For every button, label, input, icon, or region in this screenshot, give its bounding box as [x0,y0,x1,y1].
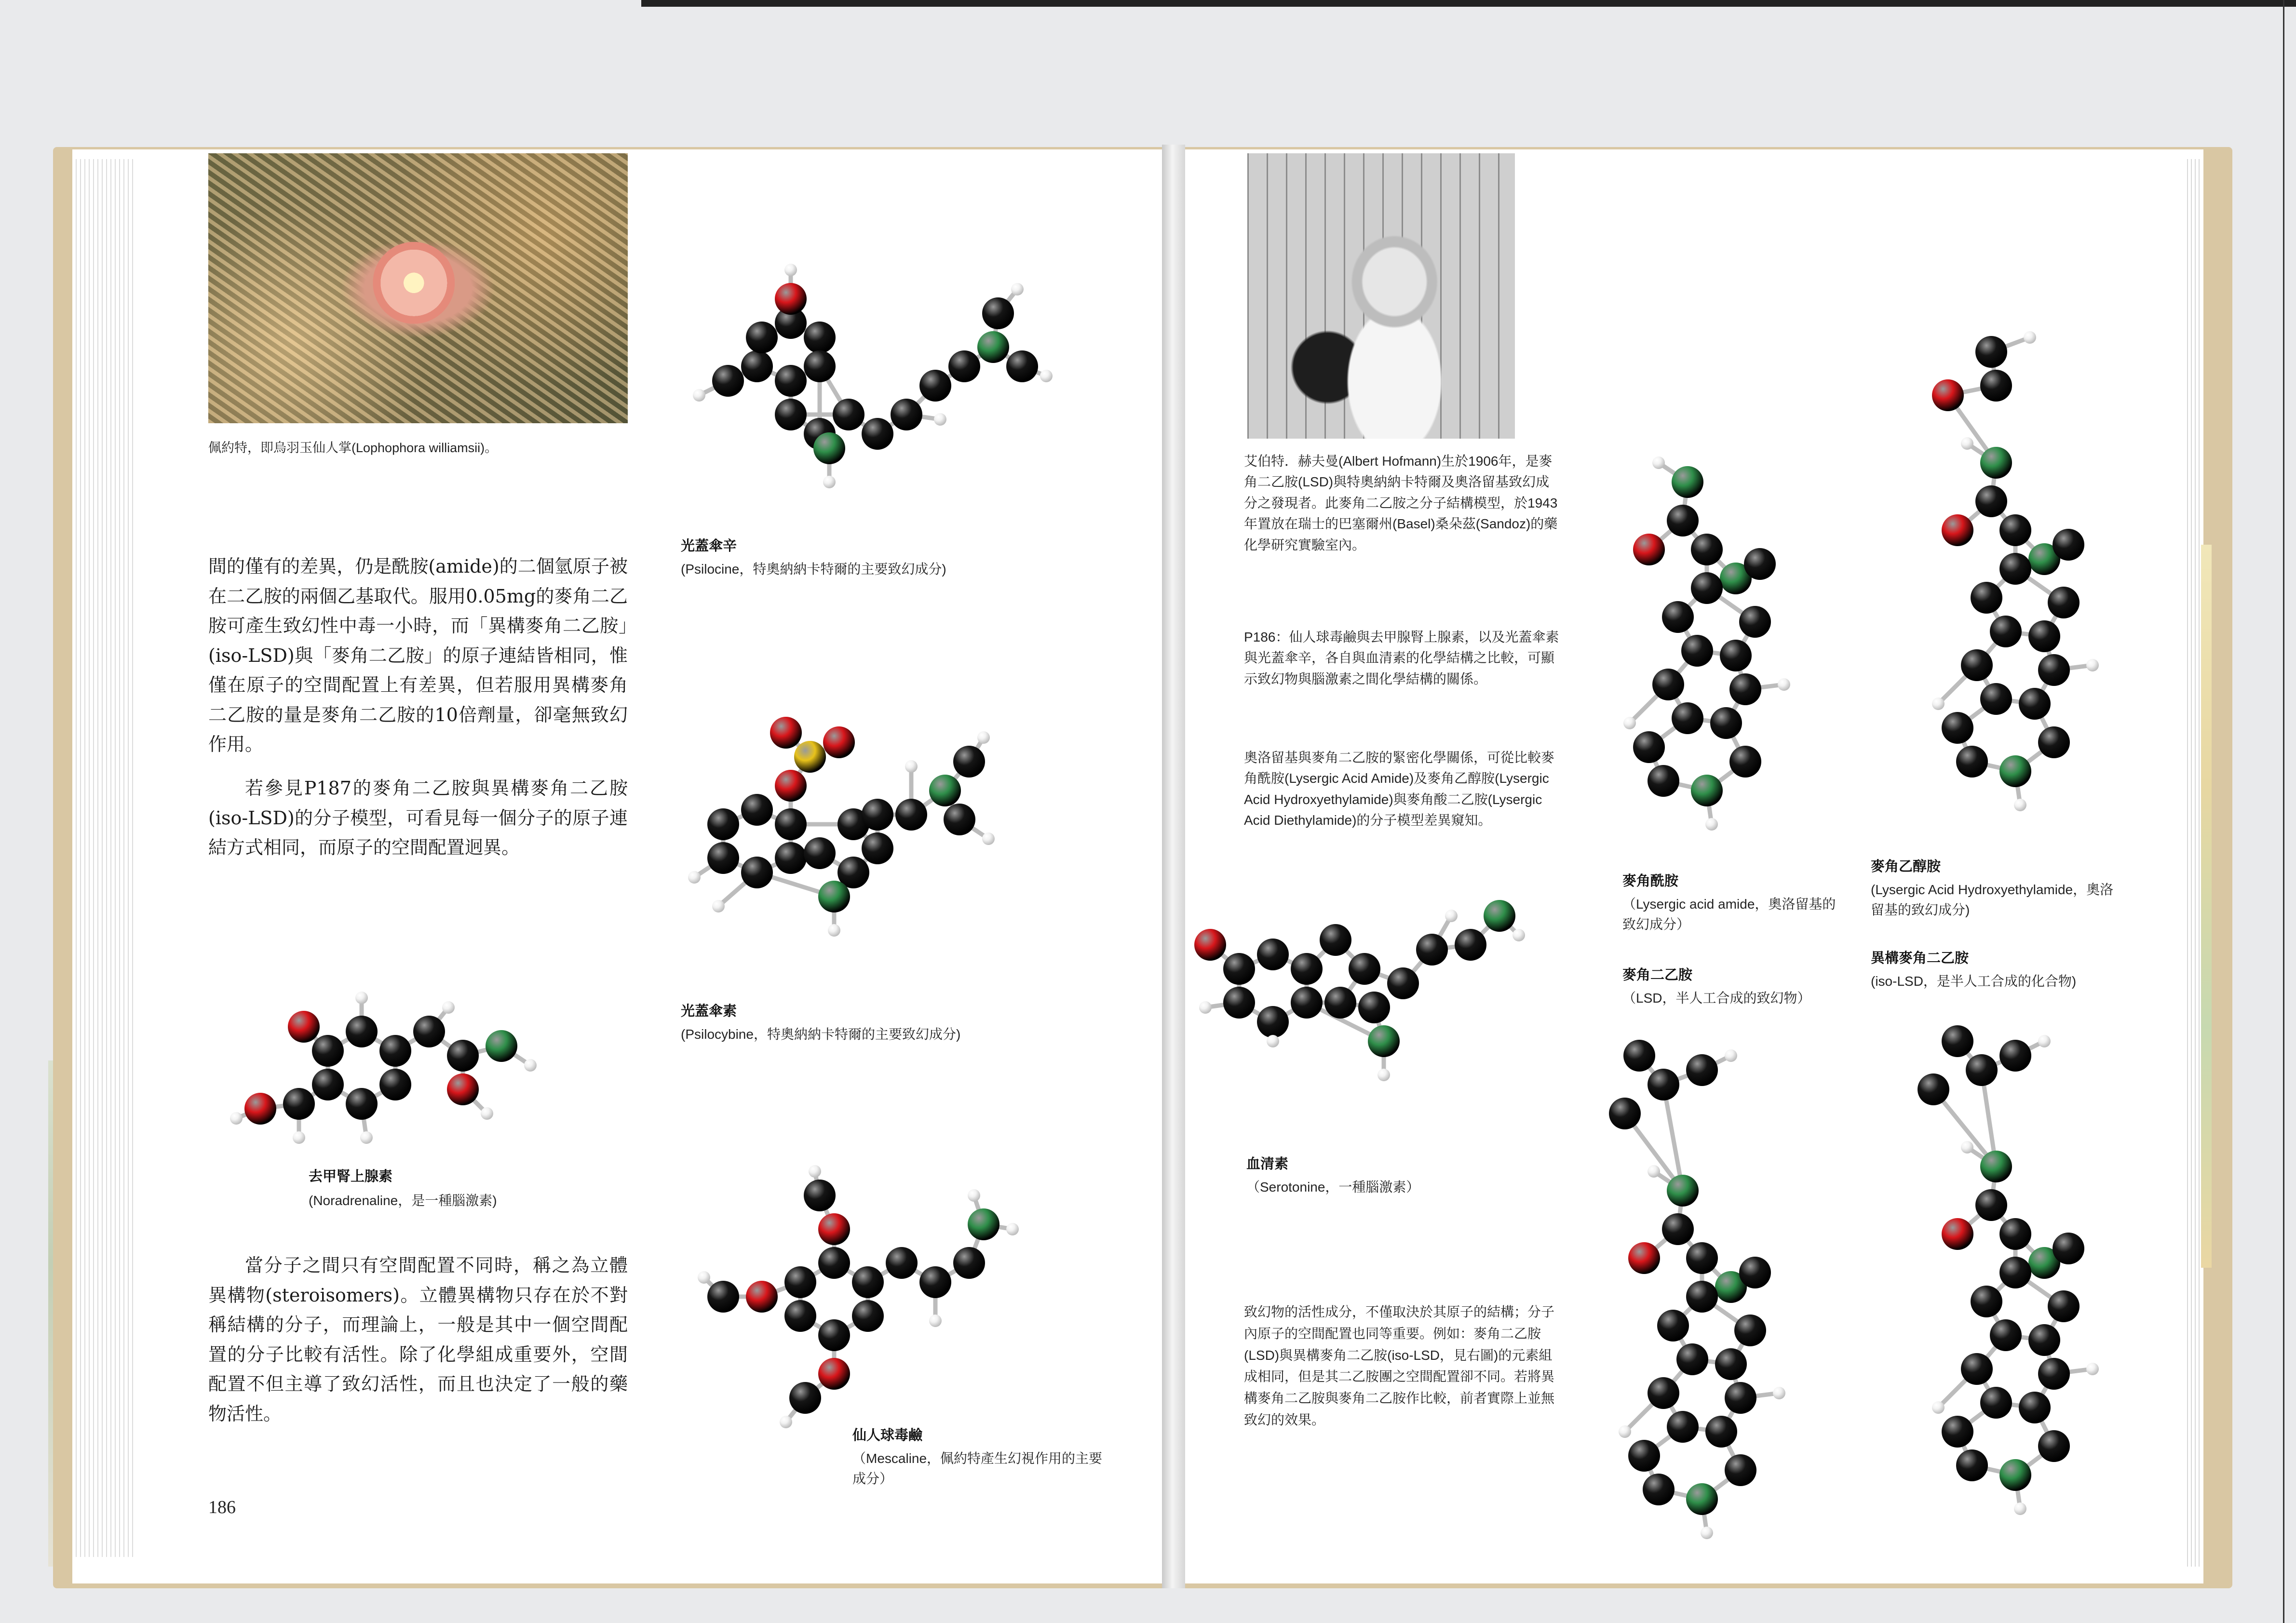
carbon-atom [1628,1440,1660,1472]
hydrogen-atom [698,1271,710,1284]
carbon-atom [1633,731,1665,763]
carbon-atom [283,1088,315,1120]
carbon-atom [886,1247,918,1279]
lysergic-hydroxy-model [1871,309,2179,853]
carbon-atom [1956,746,1988,778]
carbon-atom [1942,712,1973,744]
psilocybine-title: 光蓋傘素 [681,1004,737,1019]
carbon-atom [1999,1257,2031,1288]
portrait-caption: 艾伯特．赫夫曼(Albert Hofmann)生於1906年，是麥角二乙胺(LSD)與特奧納納卡特爾及奧洛留基致幻成分之發現者。此麥角二乙胺之分子結構模型，於1943年置放在瑞士的巴塞爾州(Basel)桑朵茲(Sandoz)的藥化學研究實驗室內。 [1244,454,1558,552]
oxygen-atom [818,1213,850,1245]
carbon-atom [775,365,807,397]
carbon-atom [1744,548,1776,580]
carbon-atom [1223,987,1255,1019]
carbon-atom [1739,606,1771,638]
hydrogen-atom [355,992,368,1004]
carbon-atom [1990,616,2022,647]
carbon-atom [346,1088,378,1120]
carbon-atom [2053,529,2084,561]
lysergic-amide-model [1591,424,1880,858]
hydrogen-atom [1778,678,1790,691]
carbon-atom [379,1035,411,1067]
nitrogen-atom [1667,1175,1699,1207]
psilocine-model [670,222,1128,530]
carbon-atom [1324,987,1356,1019]
oxygen-atom [770,717,802,749]
hydrogen-atom [934,413,946,426]
carbon-atom [1672,702,1703,734]
nitrogen-atom [486,1030,517,1062]
hydrogen-atom [828,924,840,937]
nitrogen-atom [1999,755,2031,787]
nitrogen-atom [1672,466,1703,498]
nitrogen-atom [1484,900,1515,932]
iso-lsd-model [1861,1012,2189,1547]
hydrogen-atom [2086,1363,2099,1375]
carbon-atom [1648,765,1679,797]
carbon-atom [789,1382,821,1414]
carbon-atom [1715,1348,1747,1380]
carbon-atom [746,322,778,353]
carbon-atom [1705,1416,1737,1448]
noradrenaline-title: 去甲腎上腺素 [309,1169,393,1184]
carbon-atom [1990,1319,2022,1351]
albert-hofmann-photo [1247,153,1515,439]
carbon-atom [1691,572,1723,604]
carbon-atom [852,1266,884,1298]
lsd-desc: （LSD，半人工合成的致幻物） [1622,991,1811,1006]
carbon-atom [1975,1189,2007,1221]
lsd-title: 麥角二乙胺 [1622,967,1693,983]
serotonine-desc: （Serotonine，一種腦激素） [1246,1180,1420,1194]
psilocybine-desc: (Psilocybine，特奧納納卡特爾的主要致幻成分) [681,1027,961,1042]
hydrogen-atom [1040,370,1053,382]
hydrogen-atom [1445,910,1458,922]
carbon-atom [1999,553,2031,585]
nitrogen-atom [813,432,845,464]
oxygen-atom [1932,379,1964,411]
nitrogen-atom [1368,1025,1400,1057]
carbon-atom [2028,620,2060,652]
nitrogen-atom [1980,1151,2012,1182]
hydrogen-atom [688,871,701,884]
carbon-atom [2048,587,2080,618]
hydrogen-atom [2014,799,2026,811]
lysergic-hydroxy-title: 麥角乙醇胺 [1871,859,1941,874]
noradrenaline-desc: (Noradrenaline，是一種腦激素) [309,1193,497,1208]
carbon-atom [804,322,836,353]
lysergic-hydroxy-desc: (Lysergic Acid Hydroxyethylamide，奧洛留基的致幻成分) [1871,882,2114,917]
carbon-atom [919,370,951,402]
hydrogen-atom [977,731,990,744]
nitrogen-atom [1999,1459,2031,1491]
oxygen-atom [288,1011,320,1043]
hydrogen-atom [2024,331,2036,344]
carbon-atom [741,350,773,382]
left-page-edges [72,159,135,1557]
carbon-atom [312,1035,344,1067]
hydrogen-atom [1961,437,1973,450]
hydrogen-atom [1932,1401,1945,1414]
carbon-atom [1710,707,1742,739]
carbon-atom [1652,669,1684,700]
carbon-atom [1643,1474,1675,1505]
carbon-atom [804,837,836,869]
note-p186: P186：仙人球毒鹼與去甲腺腎上腺素，以及光蓋傘素與光蓋傘辛，各自與血清素的化學結構之比較，可顯示致幻物與腦激素之間化學結構的關係。 [1244,630,1559,686]
carbon-atom [1686,1242,1718,1274]
carbon-atom [1291,987,1323,1019]
carbon-atom [775,808,807,840]
hydrogen-atom [1961,1141,1973,1154]
carbon-atom [982,297,1014,329]
carbon-atom [1676,1343,1708,1375]
hydrogen-atom [1773,1387,1785,1399]
book-gutter [1162,145,1185,1588]
hydrogen-atom [712,900,725,912]
mescaline-model [675,1104,1109,1470]
carbon-atom [2038,1430,2070,1462]
hydrogen-atom [2014,1502,2026,1515]
carbon-atom [1667,505,1699,537]
hydrogen-atom [1701,1527,1713,1539]
nitrogen-atom [968,1208,999,1240]
noradrenaline-model [193,906,636,1162]
carbon-atom [1387,967,1419,999]
oxygen-atom [818,1358,850,1390]
carbon-atom [1609,1098,1641,1129]
carbon-atom [1961,1353,1993,1385]
nitrogen-atom [929,775,961,806]
carbon-atom [1648,1069,1679,1100]
carbon-atom [707,842,739,874]
carbon-atom [784,1300,816,1332]
carbon-atom [2048,1290,2080,1322]
hydrogen-atom [481,1107,493,1120]
hydrogen-atom [1011,283,1024,295]
hydrogen-atom [809,1165,821,1178]
carbon-atom [1971,1286,2002,1317]
photo-caption: 佩約特，即烏羽玉仙人掌(Lophophora williamsii)。 [208,441,498,455]
carbon-atom [2038,726,2070,758]
carbon-atom [804,350,836,382]
iso-lsd-desc: (iso-LSD，是半人工合成的化合物) [1871,974,2077,989]
carbon-atom [1942,1025,1973,1057]
oxygen-atom [1942,514,1973,546]
carbon-atom [1725,1382,1756,1414]
carbon-atom [1623,1040,1655,1072]
hydrogen-atom [1725,1049,1737,1062]
carbon-atom [2019,688,2051,720]
hydrogen-atom [1513,929,1525,941]
carbon-atom [804,1180,836,1211]
carbon-atom [775,399,807,430]
nitrogen-atom [977,331,1009,363]
carbon-atom [891,399,922,430]
carbon-atom [1980,1387,2012,1419]
nitrogen-atom [1980,447,2012,479]
oxygen-atom [775,770,807,802]
hydrogen-atom [1619,1425,1631,1438]
hydrogen-atom [929,1314,942,1327]
carbon-atom [1657,1310,1689,1341]
carbon-atom [1739,1257,1771,1288]
hydrogen-atom [2086,659,2099,671]
carbon-atom [1720,640,1752,671]
page-number: 186 [208,1497,236,1517]
scanner-edge [641,0,2296,7]
serotonine-model [1181,887,1615,1138]
oxygen-atom [823,726,855,758]
carbon-atom [741,857,773,888]
lsd-model [1567,1027,1876,1547]
carbon-atom [2019,1392,2051,1423]
carbon-atom [1966,1054,1998,1086]
iso-lsd-title: 異構麥角二乙胺 [1871,951,1969,966]
carbon-atom [379,1069,411,1100]
carbon-atom [953,1247,985,1279]
psilocine-title: 光蓋傘辛 [681,538,737,554]
carbon-atom [1725,1454,1756,1486]
mescaline-title: 仙人球毒鹼 [852,1428,923,1443]
carbon-atom [862,799,893,831]
nitrogen-atom [1686,1483,1718,1515]
carbon-atom [1686,1281,1718,1313]
carbon-atom [447,1040,479,1072]
carbon-atom [1729,673,1761,705]
hydrogen-atom [293,1131,305,1144]
scanner-edge-right [2283,0,2284,1623]
carbon-atom [1691,534,1723,565]
hydrogen-atom [524,1059,537,1072]
hydrogen-atom [1378,1069,1390,1081]
hydrogen-atom [823,476,836,488]
carbon-atom [784,1266,816,1298]
carbon-atom [1349,953,1380,985]
carbon-atom [1999,1218,2031,1250]
carbon-atom [413,1016,445,1047]
carbon-atom [1956,1449,1988,1481]
hydrogen-atom [784,264,797,276]
carbon-atom [1729,746,1761,778]
carbon-atom [1358,992,1390,1023]
nitrogen-atom [818,881,850,912]
carbon-atom [2028,1324,2060,1356]
psilocine-desc: (Psilocine，特奧納納卡特爾的主要致幻成分) [681,562,946,577]
carbon-atom [852,1300,884,1332]
carbon-atom [944,804,975,835]
hydrogen-atom [1006,1223,1019,1235]
carbon-atom [1980,683,2012,715]
hydrogen-atom [780,1416,792,1428]
bookmark-strip [2201,545,2212,1268]
phosphorus-atom [794,741,826,773]
carbon-atom [1648,1377,1679,1409]
hydrogen-atom [1623,717,1636,729]
carbon-atom [346,1016,378,1047]
carbon-atom [712,365,744,397]
hydrogen-atom [968,1189,980,1202]
carbon-atom [818,1319,850,1351]
oxygen-atom [1942,1218,1973,1250]
hydrogen-atom [1705,818,1718,831]
psilocybine-model [651,622,1123,988]
oxygen-atom [1633,534,1665,565]
hydrogen-atom [693,389,705,402]
carbon-atom [1662,601,1694,633]
oxygen-atom [1194,929,1226,961]
hydrogen-atom [982,832,995,845]
carbon-atom [1257,1006,1289,1038]
carbon-atom [862,418,893,450]
carbon-atom [312,1069,344,1100]
oxygen-atom [244,1093,276,1125]
carbon-atom [818,1247,850,1279]
carbon-atom [1686,1054,1718,1086]
carbon-atom [1223,953,1255,985]
oxygen-atom [775,283,807,315]
lysergic-amide-desc: （Lysergic acid amide，奧洛留基的致幻成分） [1622,897,1836,932]
hydrogen-atom [1267,1035,1279,1047]
hydrogen-atom [1652,456,1665,469]
carbon-atom [1006,350,1038,382]
carbon-atom [1257,939,1289,970]
carbon-atom [2053,1233,2084,1264]
oxygen-atom [447,1073,479,1105]
carbon-atom [1291,953,1323,985]
hydrogen-atom [1932,697,1945,710]
carbon-atom [741,794,773,826]
carbon-atom [1662,1213,1694,1245]
carbon-atom [1975,336,2007,368]
carbon-atom [1681,635,1713,667]
carbon-atom [707,808,739,840]
hydrogen-atom [905,760,918,773]
carbon-atom [1961,649,1993,681]
hydrogen-atom [360,1131,373,1144]
carbon-atom [1320,924,1351,956]
carbon-atom [895,799,927,831]
carbon-atom [1999,1040,2031,1072]
carbon-atom [953,746,985,778]
carbon-atom [707,1281,739,1313]
body-paragraph-3: 當分子之間只有空間配置不同時，稱之為立體異構物(steroisomers)。立體異構物只存在於不對稱結構的分子，而理論上，一般是其中一個空間配置的分子比較有活性。除了化學組成重要外，空間配置不但主導了致幻活性，而且也決定了一般的藥物活性。 [208,1255,628,1424]
hydrogen-atom [1199,1001,1212,1014]
carbon-atom [1999,514,2031,546]
nitrogen-atom [1691,775,1723,806]
carbon-atom [1980,370,2012,402]
hydrogen-atom [230,1112,243,1125]
note-lysergic: 奧洛留基與麥角二乙胺的緊密化學關係，可從比較麥角酰胺(Lysergic Acid Amide)及麥角乙醇胺(Lysergic Acid Hydroxyethylamide)與麥角酸二乙胺(Lysergic Acid Diethylamide)的分子模型差異窺知。 [1244,750,1555,828]
oxygen-atom [1628,1242,1660,1274]
carbon-atom [1975,485,2007,517]
hydrogen-atom [2038,1035,2051,1047]
carbon-atom [1971,582,2002,614]
carbon-atom [948,350,980,382]
carbon-atom [1667,1411,1699,1443]
carbon-atom [1918,1073,1949,1105]
oxygen-atom [746,1281,778,1313]
carbon-atom [1942,1416,1973,1448]
carbon-atom [833,399,864,430]
mescaline-desc: （Mescaline，佩約特產生幻視作用的主要成分） [852,1451,1103,1486]
carbon-atom [1416,934,1448,966]
bottom-text: 致幻物的活性成分，不僅取決於其原子的結構；分子內原子的空間配置也同等重要。例如：麥角二乙胺(LSD)與異構麥角二乙胺(iso-LSD，見右圖)的元素組成相同，但是其二乙胺團之空間配置卻不同。若將異構麥角二乙胺與麥角二乙胺作比較，前者實際上並無致幻的效果。 [1244,1304,1555,1427]
carbon-atom [775,842,807,874]
carbon-atom [919,1266,951,1298]
body-paragraph-1: 間的僅有的差異，仍是酰胺(amide)的二個氫原子被在二乙胺的兩個乙基取代。服用0.05mg的麥角二乙胺可產生致幻性中毒一小時，而「異構麥角二乙胺」(iso-LSD)與「麥角二乙胺」的原子連結皆相同，惟僅在原子的空間配置上有差異，但若服用異構麥角二乙胺的量是麥角二乙胺的10倍劑量，卻毫無致幻作用。 [208,556,628,755]
peyote-cactus-photo [208,153,628,423]
body-paragraph-2: 若參見P187的麥角二乙胺與異構麥角二乙胺(iso-LSD)的分子模型，可看見每一個分子的原子連結方式相同，而原子的空間配置迥異。 [208,778,628,858]
hydrogen-atom [1648,1165,1660,1178]
carbon-atom [1455,929,1486,961]
carbon-atom [862,832,893,864]
carbon-atom [1734,1314,1766,1346]
serotonine-title: 血清素 [1246,1156,1289,1172]
lysergic-amide-title: 麥角酰胺 [1622,873,1679,889]
carbon-atom [2038,1358,2070,1390]
carbon-atom [2038,654,2070,686]
hydrogen-atom [442,1001,455,1014]
